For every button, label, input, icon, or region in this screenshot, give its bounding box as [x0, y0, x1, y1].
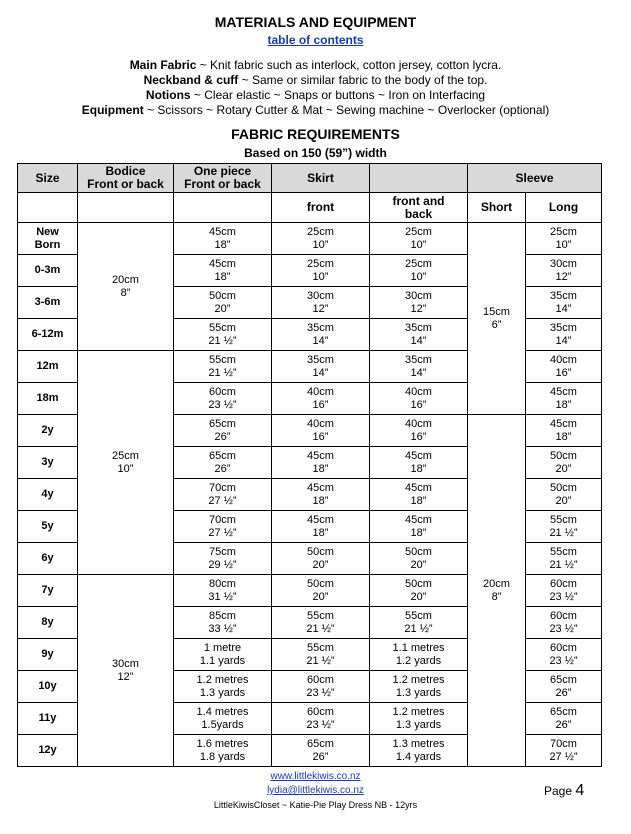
cell-size: 5y: [18, 511, 78, 543]
cell-sleeve-long: 30cm 12”: [526, 255, 602, 287]
cell-skirt-front-back: 1.2 metres 1.3 yards: [370, 671, 468, 703]
website-link[interactable]: www.littlekiwis.co.nz: [270, 771, 361, 782]
cell-one-piece: 45cm 18”: [174, 223, 272, 255]
subheader-front-and-back: front and back: [370, 193, 468, 223]
cell-sleeve-long: 70cm 27 ½”: [526, 735, 602, 767]
cell-one-piece: 85cm 33 ½”: [174, 607, 272, 639]
subheader-front: front: [272, 193, 370, 223]
cell-sleeve-long: 35cm 14”: [526, 319, 602, 351]
cell-one-piece: 55cm 21 ½”: [174, 319, 272, 351]
cell-one-piece: 75cm 29 ½”: [174, 543, 272, 575]
fabric-requirements-title: FABRIC REQUIREMENTS: [231, 126, 400, 142]
cell-skirt-front-back: 45cm 18”: [370, 511, 468, 543]
cell-skirt-front: 40cm 16”: [272, 415, 370, 447]
table-row: [18, 223, 602, 255]
cell-skirt-front-back: 25cm 10”: [370, 255, 468, 287]
cell-skirt-front-back: 40cm 16”: [370, 415, 468, 447]
cell-skirt-front: 50cm 20”: [272, 575, 370, 607]
material-text: ~ Same or similar fabric to the body of the top.: [238, 73, 488, 87]
subheader-short: Short: [468, 193, 526, 223]
toc-link-wrapper: [0, 33, 631, 47]
cell-size: New Born: [18, 223, 78, 255]
cell-one-piece: 60cm 23 ½”: [174, 383, 272, 415]
material-label: Main Fabric: [129, 58, 197, 72]
cell-skirt-front-back: 50cm 20”: [370, 543, 468, 575]
cell-sleeve-long: 55cm 21 ½”: [526, 511, 602, 543]
material-text: ~ Clear elastic ~ Snaps or buttons ~ Iron on Interfacing: [190, 88, 486, 102]
page-title: MATERIALS AND EQUIPMENT: [214, 14, 417, 30]
subheader-blank: [174, 193, 272, 223]
cell-skirt-front: 45cm 18”: [272, 511, 370, 543]
cell-sleeve-long: 60cm 23 ½”: [526, 575, 602, 607]
cell-skirt-front-back: 45cm 18”: [370, 479, 468, 511]
cell-bodice: 30cm 12”: [78, 575, 174, 767]
cell-sleeve-long: 45cm 18”: [526, 415, 602, 447]
cell-one-piece: 1.4 metres 1.5yards: [174, 703, 272, 735]
cell-skirt-front-back: 55cm 21 ½”: [370, 607, 468, 639]
cell-skirt-front-back: 30cm 12”: [370, 287, 468, 319]
cell-skirt-front-back: 1.2 metres 1.3 yards: [370, 703, 468, 735]
cell-one-piece: 50cm 20”: [174, 287, 272, 319]
cell-sleeve-long: 65cm 26”: [526, 703, 602, 735]
cell-sleeve-long: 60cm 23 ½”: [526, 639, 602, 671]
cell-one-piece: 1 metre 1.1 yards: [174, 639, 272, 671]
header-bodice: Bodice Front or back: [78, 164, 174, 193]
cell-skirt-front-back: 1.3 metres 1.4 yards: [370, 735, 468, 767]
cell-skirt-front: 65cm 26”: [272, 735, 370, 767]
cell-skirt-front-back: 35cm 14”: [370, 319, 468, 351]
cell-skirt-front-back: 25cm 10”: [370, 223, 468, 255]
header-sleeve: Sleeve: [468, 164, 602, 193]
cell-one-piece: 65cm 26”: [174, 415, 272, 447]
cell-sleeve-long: 40cm 16”: [526, 351, 602, 383]
header-one-piece: One piece Front or back: [174, 164, 272, 193]
cell-skirt-front-back: 35cm 14”: [370, 351, 468, 383]
cell-skirt-front: 45cm 18”: [272, 479, 370, 511]
cell-sleeve-long: 50cm 20”: [526, 479, 602, 511]
cell-size: 8y: [18, 607, 78, 639]
cell-sleeve-short: 20cm 8”: [468, 415, 526, 767]
cell-sleeve-long: 25cm 10”: [526, 223, 602, 255]
header-size: Size: [18, 164, 78, 193]
email-link[interactable]: lydia@littlekiwis.co.nz: [267, 785, 364, 796]
cell-sleeve-long: 45cm 18”: [526, 383, 602, 415]
cell-skirt-front-back: 45cm 18”: [370, 447, 468, 479]
cell-size: 10y: [18, 671, 78, 703]
cell-skirt-front: 60cm 23 ½”: [272, 703, 370, 735]
subheader-blank: [78, 193, 174, 223]
cell-size: 6y: [18, 543, 78, 575]
cell-skirt-front: 50cm 20”: [272, 543, 370, 575]
cell-size: 18m: [18, 383, 78, 415]
cell-skirt-front: 25cm 10”: [272, 255, 370, 287]
cell-one-piece: 80cm 31 ½”: [174, 575, 272, 607]
cell-one-piece: 45cm 18”: [174, 255, 272, 287]
cell-skirt-front: 40cm 16”: [272, 383, 370, 415]
cell-bodice: 25cm 10”: [78, 351, 174, 575]
material-line-main-fabric: [0, 58, 631, 73]
cell-bodice: 20cm 8”: [78, 223, 174, 351]
cell-skirt-front: 45cm 18”: [272, 447, 370, 479]
cell-skirt-front: 35cm 14”: [272, 319, 370, 351]
footer-note: LittleKiwisCloset ~ Katie-Pie Play Dress NB - 12yrs: [213, 800, 418, 810]
footer-links: [0, 770, 631, 798]
material-label: Equipment: [81, 103, 144, 117]
cell-sleeve-long: 55cm 21 ½”: [526, 543, 602, 575]
page-number-value: 4: [575, 782, 585, 799]
cell-size: 3-6m: [18, 287, 78, 319]
material-line-neckband: [0, 73, 631, 88]
cell-size: 3y: [18, 447, 78, 479]
cell-size: 2y: [18, 415, 78, 447]
table-subheader-row: [18, 193, 602, 223]
toc-link[interactable]: table of contents: [267, 33, 364, 47]
cell-one-piece: 70cm 27 ½”: [174, 479, 272, 511]
cell-size: 7y: [18, 575, 78, 607]
material-line-equipment: [0, 103, 631, 118]
cell-skirt-front: 55cm 21 ½”: [272, 639, 370, 671]
cell-sleeve-long: 65cm 26”: [526, 671, 602, 703]
cell-skirt-front-back: 1.1 metres 1.2 yards: [370, 639, 468, 671]
cell-size: 9y: [18, 639, 78, 671]
cell-skirt-front: 35cm 14”: [272, 351, 370, 383]
cell-sleeve-long: 35cm 14”: [526, 287, 602, 319]
cell-size: 0-3m: [18, 255, 78, 287]
subheader-long: Long: [526, 193, 602, 223]
cell-skirt-front: 25cm 10”: [272, 223, 370, 255]
cell-size: 12m: [18, 351, 78, 383]
table-header-row: [18, 164, 602, 193]
cell-one-piece: 55cm 21 ½”: [174, 351, 272, 383]
page-label: Page: [544, 784, 573, 798]
subheader-blank: [18, 193, 78, 223]
cell-one-piece: 1.2 metres 1.3 yards: [174, 671, 272, 703]
cell-skirt-front: 55cm 21 ½”: [272, 607, 370, 639]
cell-sleeve-short: 15cm 6”: [468, 223, 526, 415]
header-skirt-blank: [370, 164, 468, 193]
cell-size: 11y: [18, 703, 78, 735]
page-number: [544, 782, 584, 800]
cell-skirt-front: 30cm 12”: [272, 287, 370, 319]
cell-one-piece: 1.6 metres 1.8 yards: [174, 735, 272, 767]
cell-skirt-front-back: 40cm 16”: [370, 383, 468, 415]
cell-size: 4y: [18, 479, 78, 511]
cell-sleeve-long: 60cm 23 ½”: [526, 607, 602, 639]
cell-skirt-front-back: 50cm 20”: [370, 575, 468, 607]
cell-size: 6-12m: [18, 319, 78, 351]
material-label: Notions: [145, 88, 191, 102]
cell-one-piece: 65cm 26”: [174, 447, 272, 479]
cell-size: 12y: [18, 735, 78, 767]
header-skirt: Skirt: [272, 164, 370, 193]
material-text: ~ Knit fabric such as interlock, cotton jersey, cotton lycra.: [196, 58, 502, 72]
fabric-requirements-table: [17, 163, 602, 767]
material-text: ~ Scissors ~ Rotary Cutter & Mat ~ Sewing machine ~ Overlocker (optional): [143, 103, 550, 117]
material-line-notions: [0, 88, 631, 103]
cell-sleeve-long: 50cm 20”: [526, 447, 602, 479]
fabric-requirements-subtitle: Based on 150 (59”) width: [244, 146, 387, 160]
material-label: Neckband & cuff: [143, 73, 239, 87]
cell-skirt-front: 60cm 23 ½”: [272, 671, 370, 703]
cell-one-piece: 70cm 27 ½”: [174, 511, 272, 543]
